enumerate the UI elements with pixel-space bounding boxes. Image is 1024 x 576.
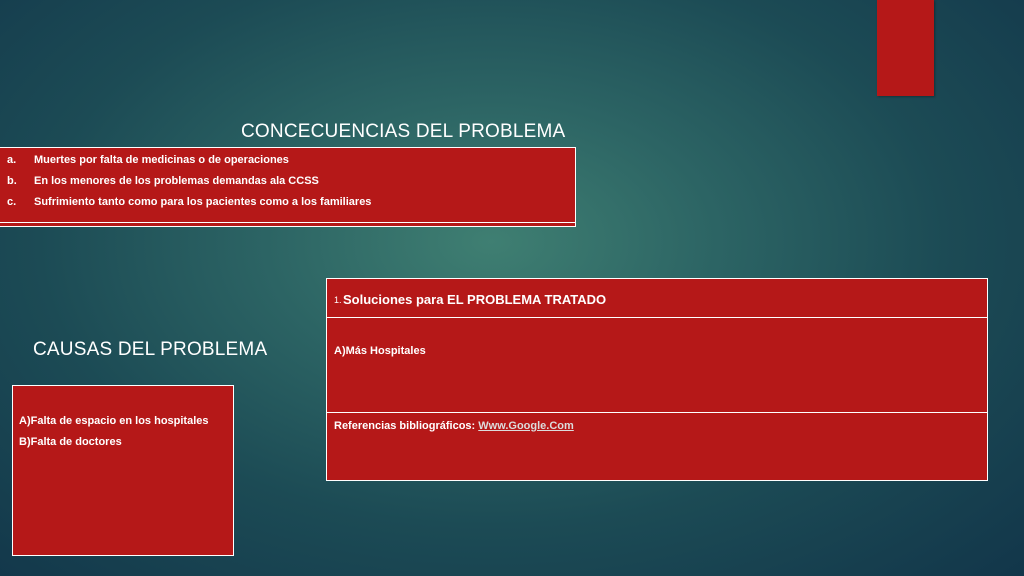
causas-box <box>12 385 234 556</box>
references-link[interactable]: Www.Google.Com <box>478 420 574 432</box>
soluciones-table <box>326 278 988 481</box>
decorative-accent-bar <box>877 0 934 96</box>
references-label: Referencias bibliográficos: <box>334 420 479 432</box>
list-marker: c. <box>7 196 17 208</box>
list-marker: a. <box>7 154 17 166</box>
list-item-text: Sufrimiento tanto como para los pacientes como a los familiares <box>34 196 372 208</box>
causas-title: CAUSAS DEL PROBLEMA <box>33 339 268 360</box>
causa-item: A)Falta de espacio en los hospitales <box>19 415 209 427</box>
table-row <box>327 318 987 413</box>
causa-item: B)Falta de doctores <box>19 436 122 448</box>
header-number: 1. <box>334 295 342 305</box>
references-cell <box>334 420 574 432</box>
consecuencias-box <box>0 147 576 227</box>
consecuencias-title: CONCECUENCIAS DEL PROBLEMA <box>241 121 566 142</box>
solucion-item: A)Más Hospitales <box>334 345 426 357</box>
list-item-text: Muertes por falta de medicinas o de operaciones <box>34 154 289 166</box>
divider <box>0 222 575 223</box>
table-row <box>327 279 987 318</box>
list-item-text: En los menores de los problemas demandas ala CCSS <box>34 175 319 187</box>
list-marker: b. <box>7 175 17 187</box>
table-header: Soluciones para EL PROBLEMA TRATADO <box>343 292 607 307</box>
table-row <box>327 413 987 480</box>
